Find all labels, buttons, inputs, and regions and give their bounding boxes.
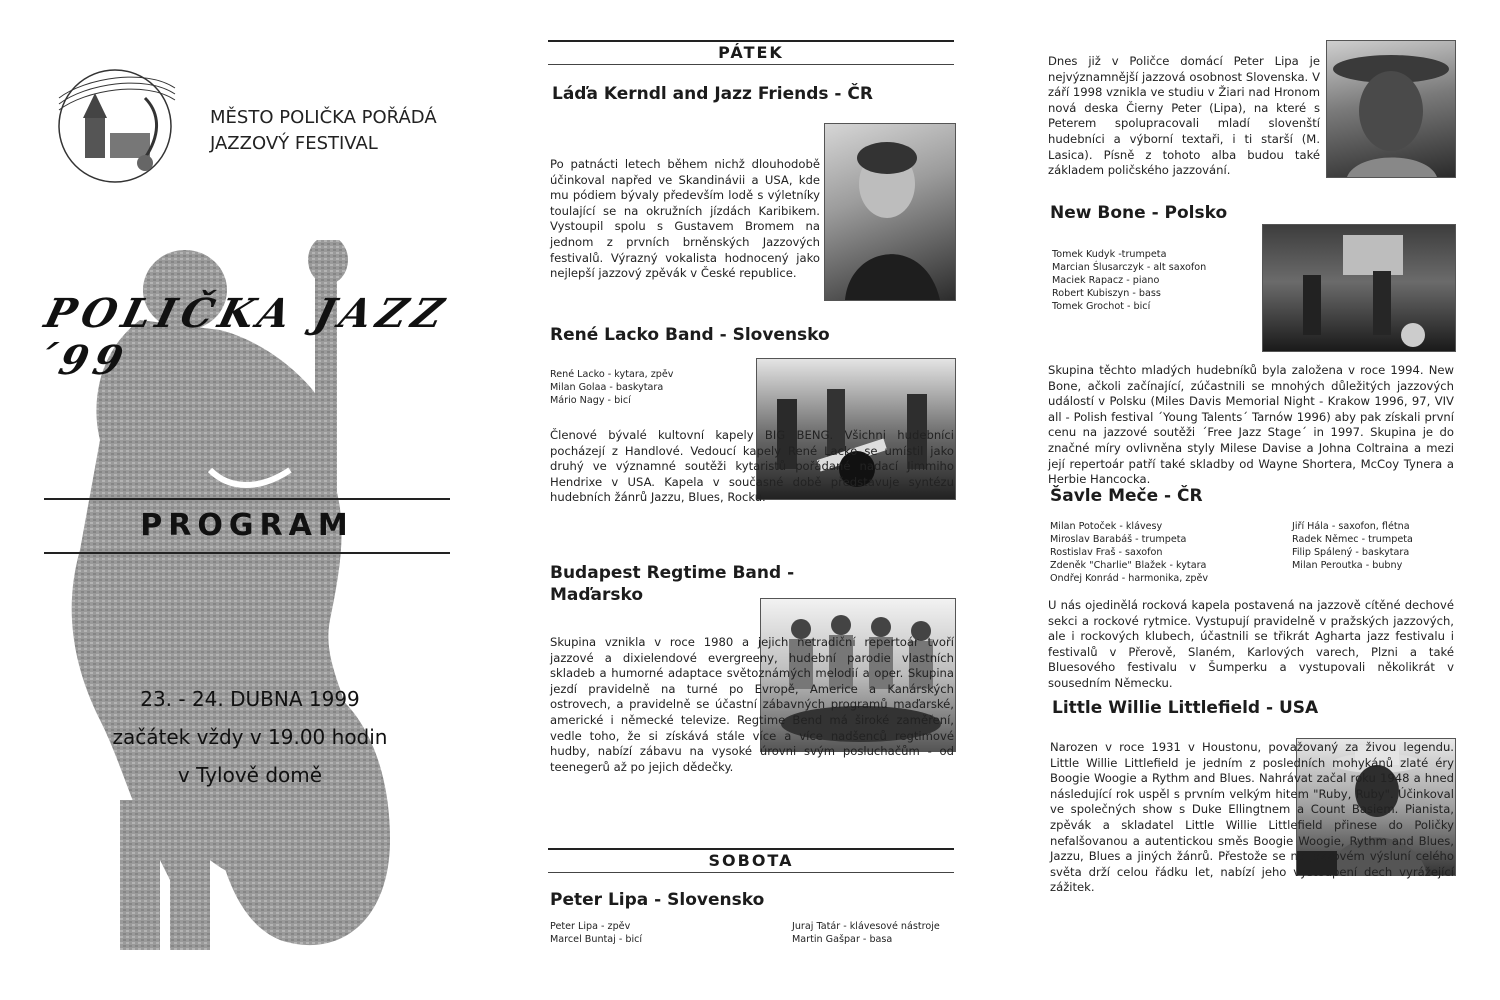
newbone-members — [1052, 248, 1252, 313]
member-line: Robert Kubiszyn - bass — [1052, 288, 1161, 299]
member-line: Miroslav Barabáš - trumpeta — [1050, 534, 1187, 545]
savle-members-right — [1292, 520, 1454, 572]
newbone-text: Skupina těchto mladých hudebníků byla založena v roce 1994. New Bone, ačkoli začínající, zúčastnili se mnohých důležitých jazzových událostí v Polsku (Miles Davis Memorial Night - Krakow 1996, 97, VIV all - Polish festival ´Young Talents´ Tarnów 1996) aby pak získali první cenu na jazzové soutěži ´Free Jazz Stage´ in 1997. Skupina je do značné míry ovlivněna styly Milese Davise a Johna Coltraina a mezi její repertoár patří také skladby od Wayne Shortera, McCoy Tynera a Herbie Hancocka. — [1048, 363, 1454, 487]
budapest-title — [550, 562, 794, 606]
member-line: Ondřej Konrád - harmonika, zpěv — [1050, 573, 1209, 584]
member-line: René Lacko - kytara, zpěv — [550, 369, 674, 380]
member-line: Radek Němec - trumpeta — [1292, 534, 1413, 545]
member-line: Tomek Kudyk -trumpeta — [1052, 249, 1167, 260]
lipa-members-left — [550, 920, 750, 946]
lacko-members — [550, 368, 750, 407]
budapest-text: Skupina vznikla v roce 1980 a jejich netradiční repertoár tvoří jazzové a dixielendové evergreeny, hudební parodie vlastních skladeb a humorné adaptace světoznámých melodií a oper. Skupina jezdí pravidelně na turné po Evropě, Americe a Kanárských ostrovech, a pravidelně se účastní zábavných programů maďarské, americké i německé televize. Regtime Bend má široké zaměření, vedle toho, že si získává stále více a více nadšenců regtimové hudby, nabízí zábavu na vysoké úrovni svým posluchačům - od teenegerů až po jejich dědečky. — [550, 635, 954, 774]
newbone-title: New Bone - Polsko — [1050, 203, 1228, 223]
member-line: Milan Potoček - klávesy — [1050, 521, 1163, 532]
littlefield-text: Narozen v roce 1931 v Houstonu, považovaný za živou legendu. Little Willie Littlefield je jedním z posledních mohykánů zlaté éry Boogie Woogie a Rythm and Blues. Nahrávat začal roku 1948 a hned následující rok uspěl s prvním velkým hitem "Ruby, Ruby". Účinkoval ve společných show s Duke Ellingtnem a Count Basiem. Pianista, zpěvák a skladatel Little Willie Littlefield přinese do Poličky nefalšovanou a autentickou směs Boogie Woogie, Rythm and Blues, Jazzu, Blues a jiných žánrů. Přestože se na jazzovém výsluní celého světa drží celou řádku let, nabízí jeho vystoupení dech vyrážející zážitek. — [1050, 740, 1454, 895]
lipa-photo — [1326, 40, 1456, 178]
member-line: Marcian Ślusarczyk - alt saxofon — [1052, 262, 1207, 273]
member-line: Rostislav Fraš - saxofon — [1050, 547, 1163, 558]
member-line: Milan Peroutka - bubny — [1292, 560, 1403, 571]
member-line: Mário Nagy - bicí — [550, 395, 631, 406]
lipa-title: Peter Lipa - Slovensko — [550, 890, 765, 910]
member-line: Jiří Hála - saxofon, flétna — [1292, 521, 1410, 532]
member-line: Marcel Buntaj - bicí — [550, 934, 643, 945]
kerndl-title: Láďa Kerndl and Jazz Friends - ČR — [552, 84, 873, 104]
member-line: Zdeněk "Charlie" Blažek - kytara — [1050, 560, 1207, 571]
budapest-title-line-1: Budapest Regtime Band - — [550, 563, 795, 583]
member-line: Juraj Tatár - klávesové nástroje — [792, 921, 940, 932]
lacko-text: Členové bývalé kultovní kapely BIG BENG. Všichni hudebníci pocházejí z Handlové. Vedoucí kapely René Lacko se umístil jako druhý ve významné soutěži kytaristů pořádané nadací Jimmiho Hendrixe v USA. Kapela v současné době představuje syntézu hudebních žánrů Jazzu, Blues, Rocku. — [550, 428, 954, 505]
friday-panel — [548, 0, 956, 1000]
savle-title: Šavle Meče - ČR — [1050, 486, 1203, 506]
member-line: Peter Lipa - zpěv — [550, 921, 631, 932]
organizer-line-2: JAZZOVÝ FESTIVAL — [210, 133, 378, 154]
saturday-panel — [1046, 0, 1456, 1000]
savle-members-left — [1050, 520, 1270, 585]
lipa-text: Dnes již v Poličce domácí Peter Lipa je nejvýznamnější jazzová osobnost Slovenska. V září 1998 vznikla ve studiu v Žiari nad Hronom nová deska Čierny Peter (Lipa), na které s Peterem spolupracovali mladí slovenští hudebníci a výborní textaři, i ti starší (M. Lasica). Písně z tohoto alba budou také základem poličského jazzování. — [1048, 54, 1320, 178]
program-rule-top — [44, 498, 450, 500]
date-line: 23. - 24. DUBNA 1999 — [140, 687, 360, 711]
lipa-members-right — [792, 920, 954, 946]
member-line: Filip Spálený - baskytara — [1292, 547, 1410, 558]
cover-panel — [0, 0, 500, 1000]
organizer-line-1: MĚSTO POLIČKA POŘÁDÁ — [210, 107, 437, 128]
town-logo-icon — [45, 58, 185, 188]
lacko-title: René Lacko Band - Slovensko — [550, 325, 830, 345]
budapest-title-line-2: Maďarsko — [550, 585, 644, 605]
time-line: začátek vždy v 19.00 hodin — [112, 725, 388, 749]
newbone-photo — [1262, 224, 1456, 352]
member-line: Milan Golaa - baskytara — [550, 382, 664, 393]
kerndl-text: Po patnácti letech během nichž dlouhodobě účinkoval napřed ve Skandinávii a USA, kde mu pódiem bývaly především lodě s výletníky toulající se na okružních jízdách Karibikem. Vystoupil spolu s Gustavem Bromem na jednom z prvních brněnských Jazzových festivalů. Výrazný vokalista hodnocený jako nejlepší jazzový zpěvák v České republice. — [550, 157, 820, 281]
savle-text: U nás ojedinělá rocková kapela postavená na jazzově cítěné dechové sekci a rockové rytmice. Vystupují pravidelně v pražských jazzových, ale i rockových klubech, účastnili se třikrát Agharta jazz festivalu i festivalů v Přerově, Slaném, Karlových varech, Plzni a také Bluesového festivalu v Šumperku a vystupovali několikrát v sousedním Německu. — [1048, 598, 1454, 690]
saturday-heading: SOBOTA — [548, 848, 954, 873]
festival-title: POLIČKA JAZZ ´99 — [28, 290, 454, 384]
venue-line: v Tylově domě — [177, 763, 323, 787]
kerndl-photo — [824, 123, 956, 301]
member-line: Maciek Rapacz - piano — [1052, 275, 1160, 286]
program-rule-bottom — [44, 552, 450, 554]
program-label: PROGRAM — [140, 508, 354, 543]
littlefield-title: Little Willie Littlefield - USA — [1052, 698, 1319, 718]
member-line: Tomek Grochot - bicí — [1052, 301, 1151, 312]
friday-heading: PÁTEK — [548, 40, 954, 65]
member-line: Martin Gašpar - basa — [792, 934, 893, 945]
